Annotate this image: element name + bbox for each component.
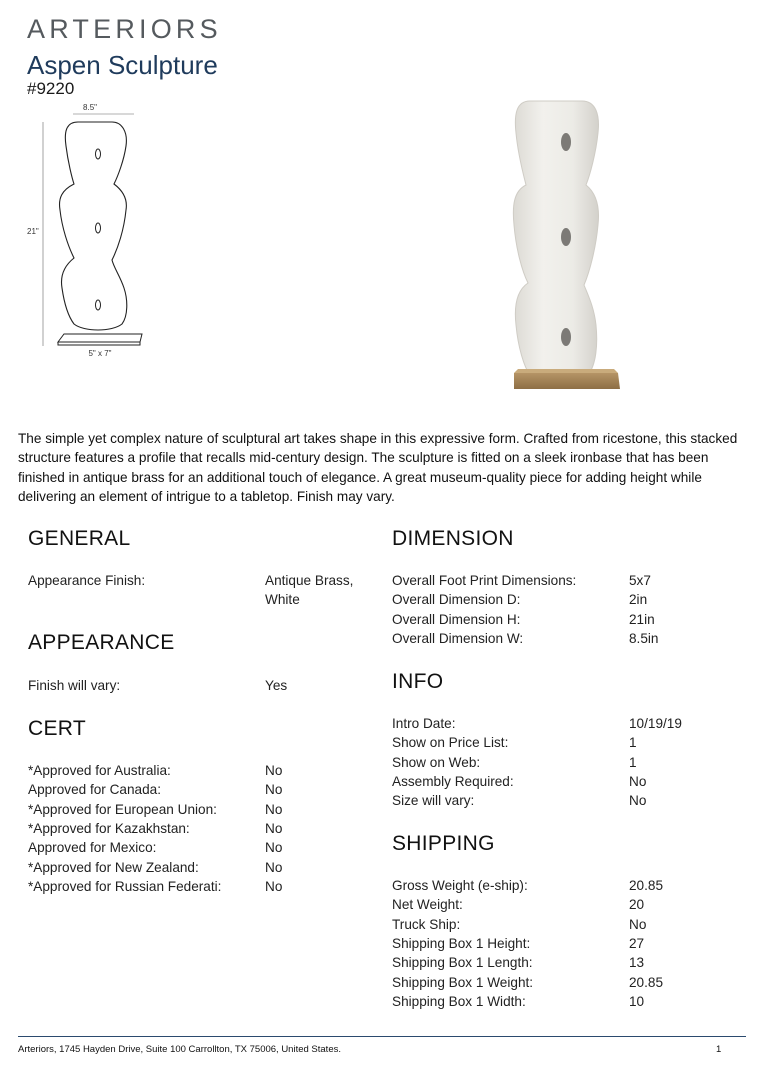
sculpture-hole-top xyxy=(561,133,571,151)
shipping-label: Shipping Box 1 Height: xyxy=(392,935,531,951)
shipping-value: 20.85 xyxy=(629,974,664,990)
shipping-label: Truck Ship: xyxy=(392,916,461,932)
sculpture-shape xyxy=(513,101,598,381)
cert-label: *Approved for New Zealand: xyxy=(28,859,199,875)
page-number: 1 xyxy=(716,1044,722,1055)
shipping-label: Net Weight: xyxy=(392,897,463,913)
general-label: Appearance Finish: xyxy=(28,573,146,588)
general-value: Antique Brass, xyxy=(265,573,354,588)
shipping-label: Gross Weight (e-ship): xyxy=(392,878,528,893)
appearance-heading: APPEARANCE xyxy=(28,631,175,654)
general-value-2: White xyxy=(265,592,300,608)
footer-address: Arteriors, 1745 Hayden Drive, Suite 100 Carrollton, TX 75006, United States. xyxy=(18,1044,341,1055)
brand-logo: ARTERIORS xyxy=(27,14,222,44)
dimension-heading: DIMENSION xyxy=(392,527,514,550)
dimension-value: 21in xyxy=(629,611,655,627)
info-heading: INFO xyxy=(392,670,444,693)
appearance-value: Yes xyxy=(265,678,288,693)
brass-base xyxy=(514,373,620,389)
dimension-label: Overall Dimension D: xyxy=(392,592,521,608)
hole-top xyxy=(96,149,101,159)
product-sku: #9220 xyxy=(27,79,75,98)
info-value: 10/19/19 xyxy=(629,716,682,731)
cert-value: No xyxy=(265,859,283,875)
base-label: 5" x 7" xyxy=(88,349,112,358)
dimension-label: Overall Foot Print Dimensions: xyxy=(392,573,577,588)
shipping-label: Shipping Box 1 Width: xyxy=(392,993,526,1009)
cert-label: Approved for Mexico: xyxy=(28,840,157,856)
dimension-label: Overall Dimension H: xyxy=(392,611,521,627)
info-value: 1 xyxy=(629,754,637,770)
shipping-value: No xyxy=(629,916,647,932)
cert-heading: CERT xyxy=(28,717,86,740)
sculpture-hole-middle xyxy=(561,228,571,246)
hole-middle xyxy=(96,223,101,233)
shipping-label: Shipping Box 1 Weight: xyxy=(392,974,534,990)
info-label: Size will vary: xyxy=(392,793,475,809)
cert-label: *Approved for Kazakhstan: xyxy=(28,820,190,836)
shipping-value: 10 xyxy=(629,993,645,1009)
shipping-value: 13 xyxy=(629,955,645,971)
dimension-drawing xyxy=(18,98,158,366)
shipping-label: Shipping Box 1 Length: xyxy=(392,955,533,971)
shipping-heading: SHIPPING xyxy=(392,832,495,855)
sculpture-hole-bottom xyxy=(561,328,571,346)
info-value: No xyxy=(629,793,647,809)
product-title: Aspen Sculpture xyxy=(27,50,218,80)
base-outline xyxy=(58,334,142,345)
cert-value: No xyxy=(265,763,283,778)
general-heading: GENERAL xyxy=(28,527,131,550)
hole-bottom xyxy=(96,300,101,310)
info-label: Show on Price List: xyxy=(392,735,509,751)
shipping-value: 27 xyxy=(629,935,645,951)
shipping-value: 20 xyxy=(629,897,645,913)
info-value: 1 xyxy=(629,735,637,751)
sculpture-outline xyxy=(60,122,127,330)
cert-value: No xyxy=(265,840,283,856)
cert-value: No xyxy=(265,820,283,836)
cert-value: No xyxy=(265,878,283,894)
height-label: 21" xyxy=(27,227,39,236)
cert-label: *Approved for European Union: xyxy=(28,801,217,817)
product-description: The simple yet complex nature of sculptural art takes shape in this expressive form. Crafted from ricestone, this stacked structure features a profile that recalls mid-century design. The sculpture is fitted on a sleek ironbase that has been finished in antique brass for an additional touch of elegance. A great museum-quality piece for adding height while delivering an element of intrigue to a tabletop. Finish may vary. xyxy=(18,431,738,505)
cert-value: No xyxy=(265,782,283,798)
footer-divider xyxy=(18,1036,746,1037)
cert-label: *Approved for Russian Federati: xyxy=(28,878,222,894)
dimension-value: 5x7 xyxy=(629,573,651,588)
cert-label: *Approved for Australia: xyxy=(28,763,171,778)
dimension-label: Overall Dimension W: xyxy=(392,630,524,646)
info-label: Intro Date: xyxy=(392,716,456,731)
cert-label: Approved for Canada: xyxy=(28,782,162,798)
dimension-value: 8.5in xyxy=(629,630,659,646)
width-label: 8.5" xyxy=(83,103,97,112)
product-photo xyxy=(390,85,750,405)
info-value: No xyxy=(629,773,647,789)
dimension-value: 2in xyxy=(629,592,648,608)
info-label: Assembly Required: xyxy=(392,773,514,789)
brass-base-top xyxy=(514,369,618,373)
info-label: Show on Web: xyxy=(392,754,481,770)
shipping-value: 20.85 xyxy=(629,878,664,893)
cert-value: No xyxy=(265,801,283,817)
appearance-label: Finish will vary: xyxy=(28,678,121,693)
